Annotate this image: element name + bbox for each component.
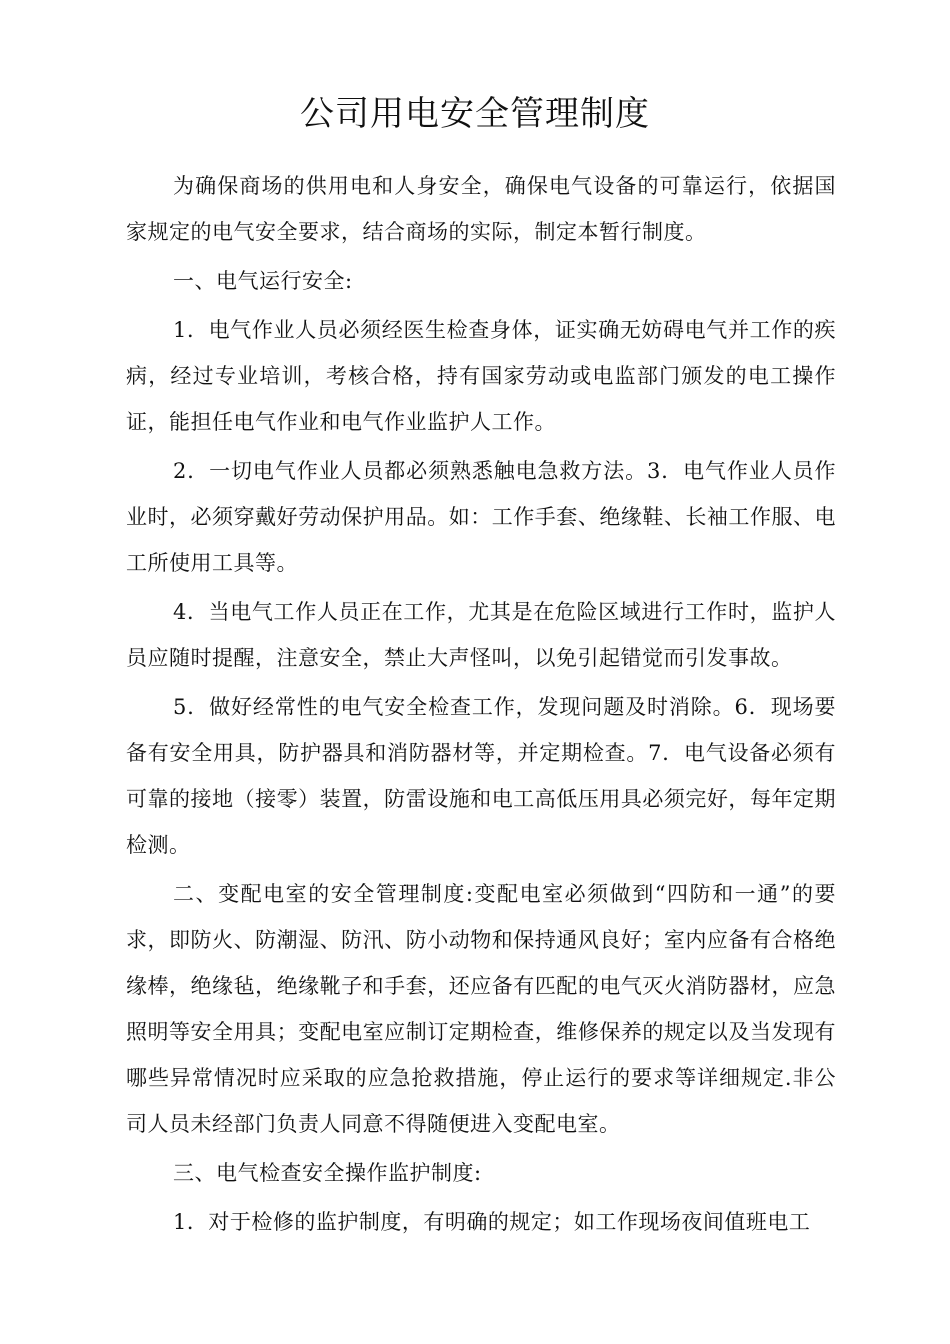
paragraph-item-4: 4．当电气工作人员正在工作，尤其是在危险区域进行工作时，监护人员应随时提醒，注意安全，禁止大声怪叫，以免引起错觉而引发事故。 [126, 600, 836, 670]
paragraph-item-2-3: 2．一切电气作业人员都必须熟悉触电急救方法。3．电气作业人员作业时，必须穿戴好劳动保护用品。如：工作手套、绝缘鞋、长袖工作服、电工所使用工具等。 [126, 459, 836, 575]
section-heading-3: 三、电气检查安全操作监护制度: [173, 1161, 482, 1185]
section-heading-2-paragraph: 二、变配电室的安全管理制度:变配电室必须做到“四防和一通”的要求，即防火、防潮湿、防汛、防小动物和保持通风良好；室内应备有合格绝缘棒，绝缘毡，绝缘靴子和手套，还应备有匹配的电气灭火消防器材，应急照明等安全用具；变配电室应制订定期检查，维修保养的规定以及当发现有哪些异常情况时应采取的应急抢救措施，停止运行的要求等详细规定.非公司人员未经部门负责人同意不得随便进入变配电室。 [126, 882, 836, 1136]
intro-paragraph: 为确保商场的供用电和人身安全，确保电气设备的可靠运行，依据国家规定的电气安全要求，结合商场的实际，制定本暂行制度。 [126, 174, 836, 244]
paragraph-item-5-7: 5．做好经常性的电气安全检查工作，发现问题及时消除。6．现场要备有安全用具，防护器具和消防器材等，并定期检查。7．电气设备必须有可靠的接地（接零）装置，防雷设施和电工高低压用具必须完好，每年定期检测。 [126, 695, 836, 857]
paragraph-item-3-1: 1．对于检修的监护制度，有明确的规定；如工作现场夜间值班电工 [173, 1210, 811, 1234]
document-body [126, 163, 836, 1248]
section-heading-1: 一、电气运行安全: [173, 269, 353, 293]
paragraph-item-1: 1．电气作业人员必须经医生检查身体，证实确无妨碍电气并工作的疾病，经过专业培训，考核合格，持有国家劳动或电监部门颁发的电工操作证，能担任电气作业和电气作业监护人工作。 [126, 318, 836, 434]
document-title: 公司用电安全管理制度 [300, 94, 650, 134]
